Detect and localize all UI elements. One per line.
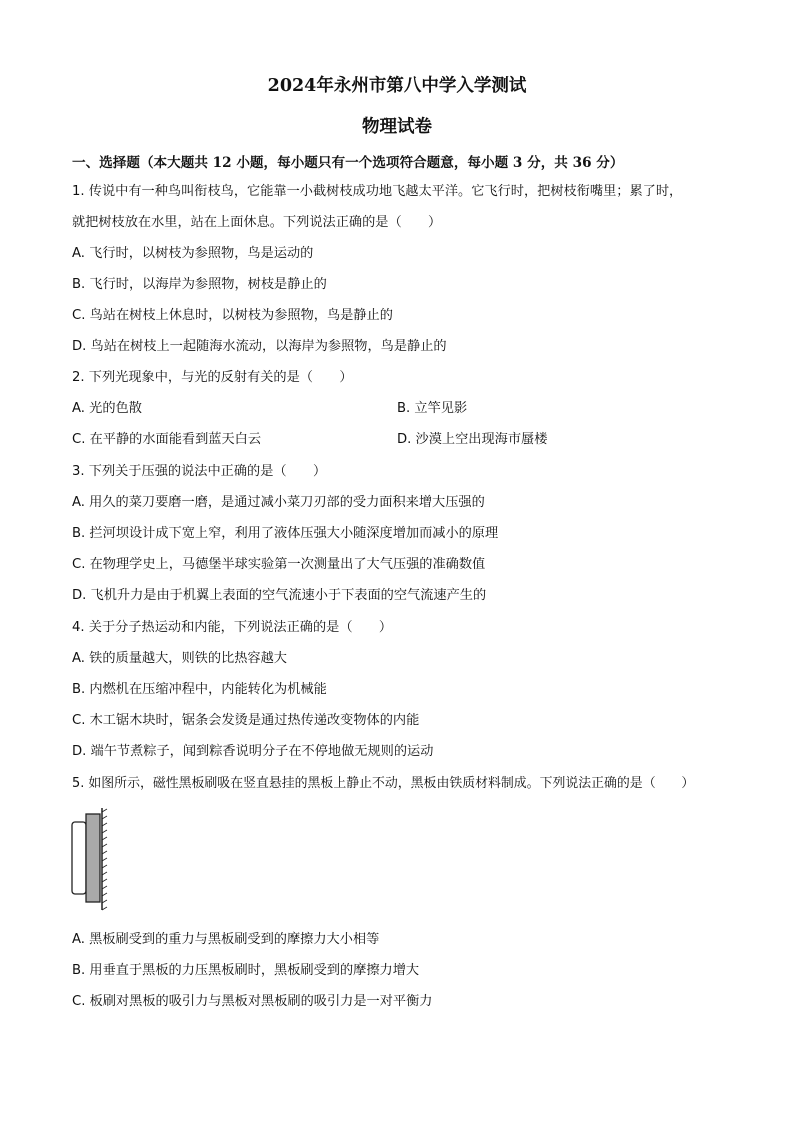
question-5-stem: 5. 如图所示，磁性黑板刷吸在竖直悬挂的黑板上静止不动，黑板由铁质材料制成。下列说法正确的是（ ） [72, 776, 695, 791]
question-4-option-a: A. 铁的质量越大，则铁的比热容越大 [72, 651, 287, 666]
question-1-option-d: D. 鸟站在树枝上一起随海水流动，以海岸为参照物，鸟是静止的 [72, 339, 447, 354]
question-3-option-a: A. 用久的菜刀要磨一磨，是通过减小菜刀刃部的受力面积来增大压强的 [72, 495, 485, 510]
question-3-option-c: C. 在物理学史上，马德堡半球实验第一次测量出了大气压强的准确数值 [72, 557, 486, 572]
question-4-option-b: B. 内燃机在压缩冲程中，内能转化为机械能 [72, 682, 327, 697]
brush-body [86, 814, 100, 902]
question-3-option-b: B. 拦河坝设计成下宽上窄，利用了液体压强大小随深度增加而减小的原理 [72, 526, 499, 541]
question-3-option-d: D. 飞机升力是由于机翼上表面的空气流速小于下表面的空气流速产生的 [72, 588, 487, 603]
question-1-option-c: C. 鸟站在树枝上休息时，以树枝为参照物，鸟是静止的 [72, 308, 393, 323]
question-4-stem: 4. 关于分子热运动和内能，下列说法正确的是（ ） [72, 620, 393, 635]
page-title: 2024年永州市第八中学入学测试 [267, 76, 527, 96]
question-2-option-b: B. 立竿见影 [397, 401, 468, 416]
question-2-stem: 2. 下列光现象中，与光的反射有关的是（ ） [72, 370, 353, 385]
question-1-option-b: B. 飞行时，以海岸为参照物，树枝是静止的 [72, 277, 327, 292]
question-2-option-a: A. 光的色散 [72, 401, 142, 416]
question-5-option-a: A. 黑板刷受到的重力与黑板刷受到的摩擦力大小相等 [72, 932, 380, 947]
question-1-option-a: A. 飞行时，以树枝为参照物，鸟是运动的 [72, 246, 314, 261]
question-1-stem-line1: 1. 传说中有一种鸟叫衔枝鸟，它能靠一小截树枝成功地飞越太平洋。它飞行时，把树枝衔嘴里；累了时， [72, 184, 683, 199]
page-subtitle: 物理试卷 [362, 117, 432, 137]
question-1-stem-line2: 就把树枝放在水里，站在上面休息。下列说法正确的是（ ） [72, 215, 442, 230]
brush-handle [72, 822, 86, 894]
question-4-option-d: D. 端午节煮粽子，闻到粽香说明分子在不停地做无规则的运动 [72, 744, 434, 759]
question-5-option-b: B. 用垂直于黑板的力压黑板刷时，黑板刷受到的摩擦力增大 [72, 963, 420, 978]
question-5-option-c: C. 板刷对黑板的吸引力与黑板对黑板刷的吸引力是一对平衡力 [72, 994, 433, 1009]
question-4-option-c: C. 木工锯木块时，锯条会发烫是通过热传递改变物体的内能 [72, 713, 420, 728]
question-2-option-d: D. 沙漠上空出现海市蜃楼 [397, 432, 548, 447]
blackboard-brush-figure [68, 808, 112, 912]
question-2-option-c: C. 在平静的水面能看到蓝天白云 [72, 432, 262, 447]
question-3-stem: 3. 下列关于压强的说法中正确的是（ ） [72, 464, 327, 479]
section-heading: 一、选择题（本大题共 12 小题，每小题只有一个选项符合题意，每小题 3 分，共 36 分） [72, 155, 624, 171]
